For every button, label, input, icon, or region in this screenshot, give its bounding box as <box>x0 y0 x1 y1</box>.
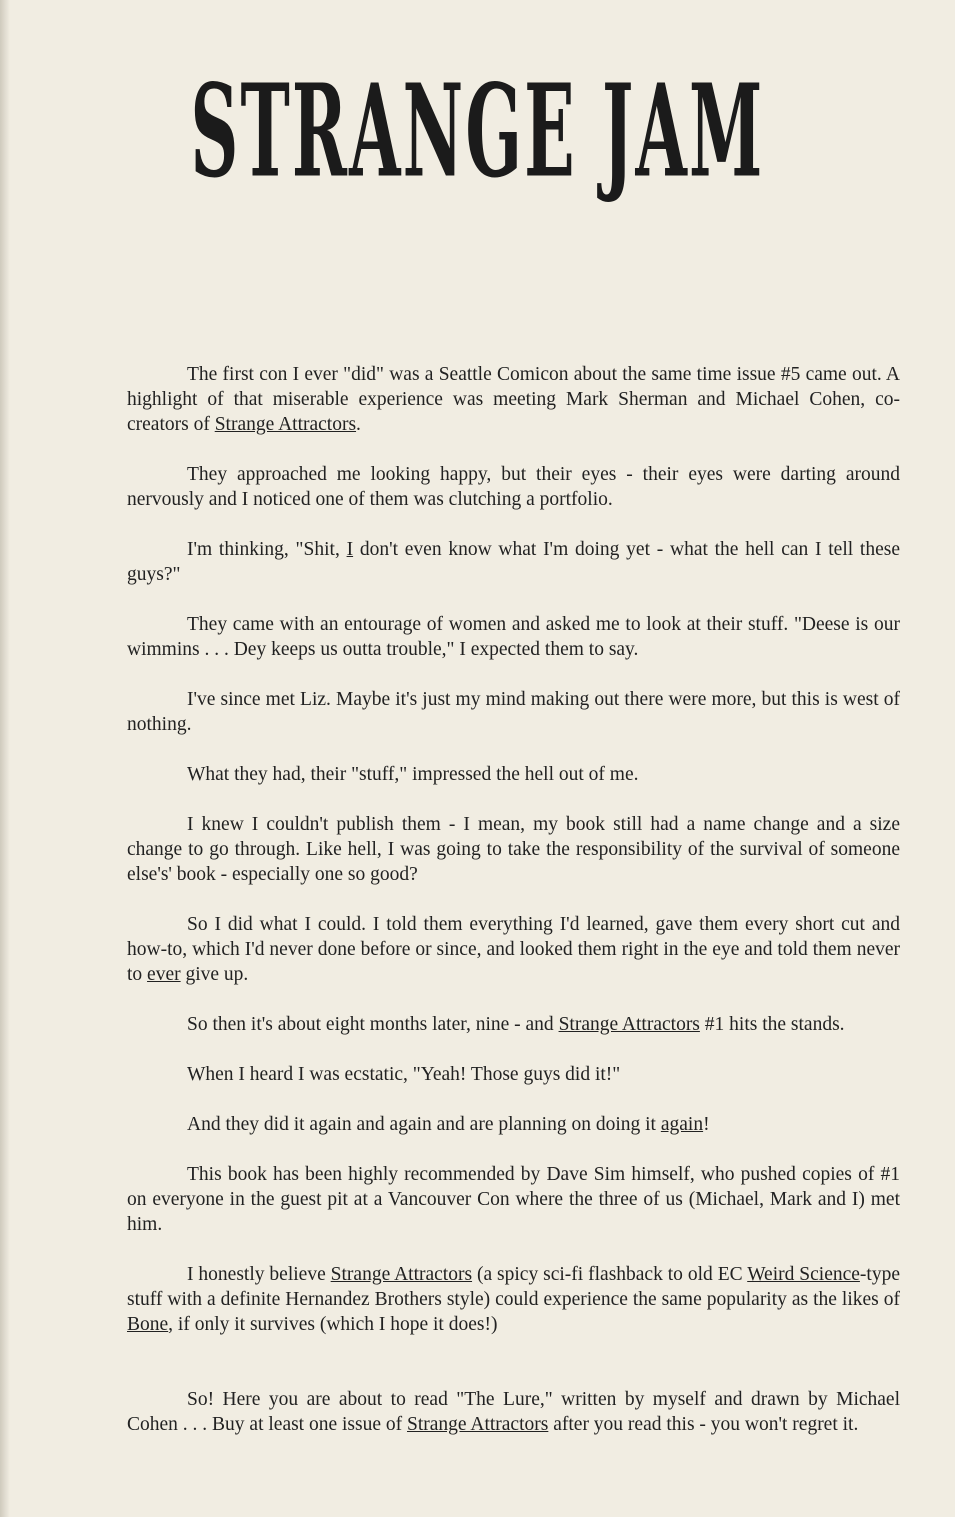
title-reference: Bone <box>127 1314 169 1335</box>
text: after you read this - you won't regret it. <box>548 1414 859 1435</box>
paragraph-5 <box>127 687 900 737</box>
text: They came with an entourage of women and asked me to look at their stuff. "Deese is our wimmins . . . Dey keeps us outta trouble," I expected them to say. <box>127 614 900 660</box>
text: #1 hits the stands. <box>699 1014 845 1035</box>
title-reference: Strange Attractors <box>330 1264 473 1285</box>
paragraph-8 <box>127 912 900 987</box>
text: The first con I ever "did" was a Seattle Comicon about the same time issue #5 came out. A highlight of that miserable experience was meeting Mark Sherman and Michael Cohen, co-creators of <box>127 364 900 435</box>
paragraph-2 <box>127 462 900 512</box>
article-body <box>127 362 900 1462</box>
paragraph-7 <box>127 812 900 887</box>
paragraph-9 <box>127 1012 900 1037</box>
page-edge <box>0 0 10 1517</box>
text: -type stuff with a definite Hernandez Brothers style) could experience the same popularity as the likes of <box>127 1264 900 1310</box>
emphasis: ever <box>147 964 181 985</box>
text: I've since met Liz. Maybe it's just my mind making out there were more, but this is west of nothing. <box>127 689 900 735</box>
text: And they did it again and again and are planning on doing it <box>187 1114 661 1135</box>
text: . <box>356 414 361 435</box>
title-reference: Weird Science <box>747 1264 860 1285</box>
paragraph-14 <box>127 1387 900 1437</box>
paragraph-6 <box>127 762 900 787</box>
paragraph-12 <box>127 1162 900 1237</box>
text: So! Here you are about to read "The Lure," written by myself and drawn by Michael Cohen . . . Buy at least one issue of <box>127 1389 900 1435</box>
paragraph-10 <box>127 1062 900 1087</box>
text: When I heard I was ecstatic, "Yeah! Those guys did it!" <box>187 1064 621 1085</box>
title-reference: Strange Attractors <box>558 1014 700 1035</box>
text: This book has been highly recommended by Dave Sim himself, who pushed copies of #1 on everyone in the guest pit at a Vancouver Con where the three of us (Michael, Mark and I) met him. <box>127 1164 900 1235</box>
title-reference: Strange Attractors <box>214 414 357 435</box>
paragraph-4 <box>127 612 900 662</box>
emphasis: I <box>346 539 354 560</box>
text: don't even know what I'm doing yet - what the hell can I tell these guys?" <box>127 539 900 585</box>
title-reference: Strange Attractors <box>407 1414 549 1435</box>
text: I'm thinking, "Shit, <box>187 539 347 560</box>
text: So I did what I could. I told them everything I'd learned, gave them every short cut and how-to, which I'd never done before or since, and looked them right in the eye and told them never to <box>127 914 900 985</box>
text: (a spicy sci-fi flashback to old EC <box>472 1264 748 1285</box>
paragraph-13 <box>127 1262 900 1337</box>
page-title: STRANGE JAM <box>190 56 765 207</box>
paragraph-11 <box>127 1112 900 1137</box>
text: I knew I couldn't publish them - I mean, my book still had a name change and a size change to go through. Like hell, I was going to take the responsibility of the survival of someone else's' book - especially one so good? <box>127 814 900 885</box>
text: They approached me looking happy, but their eyes - their eyes were darting around nervously and I noticed one of them was clutching a portfolio. <box>127 464 900 510</box>
paragraph-3 <box>127 537 900 587</box>
text: So then it's about eight months later, nine - and <box>187 1014 559 1035</box>
text: give up. <box>180 964 249 985</box>
text: I honestly believe <box>187 1264 331 1285</box>
text: What they had, their "stuff," impressed the hell out of me. <box>187 764 639 785</box>
paragraph-1 <box>127 362 900 437</box>
emphasis: again <box>660 1114 704 1135</box>
text: , if only it survives (which I hope it does!) <box>168 1314 498 1335</box>
text: ! <box>703 1114 710 1135</box>
